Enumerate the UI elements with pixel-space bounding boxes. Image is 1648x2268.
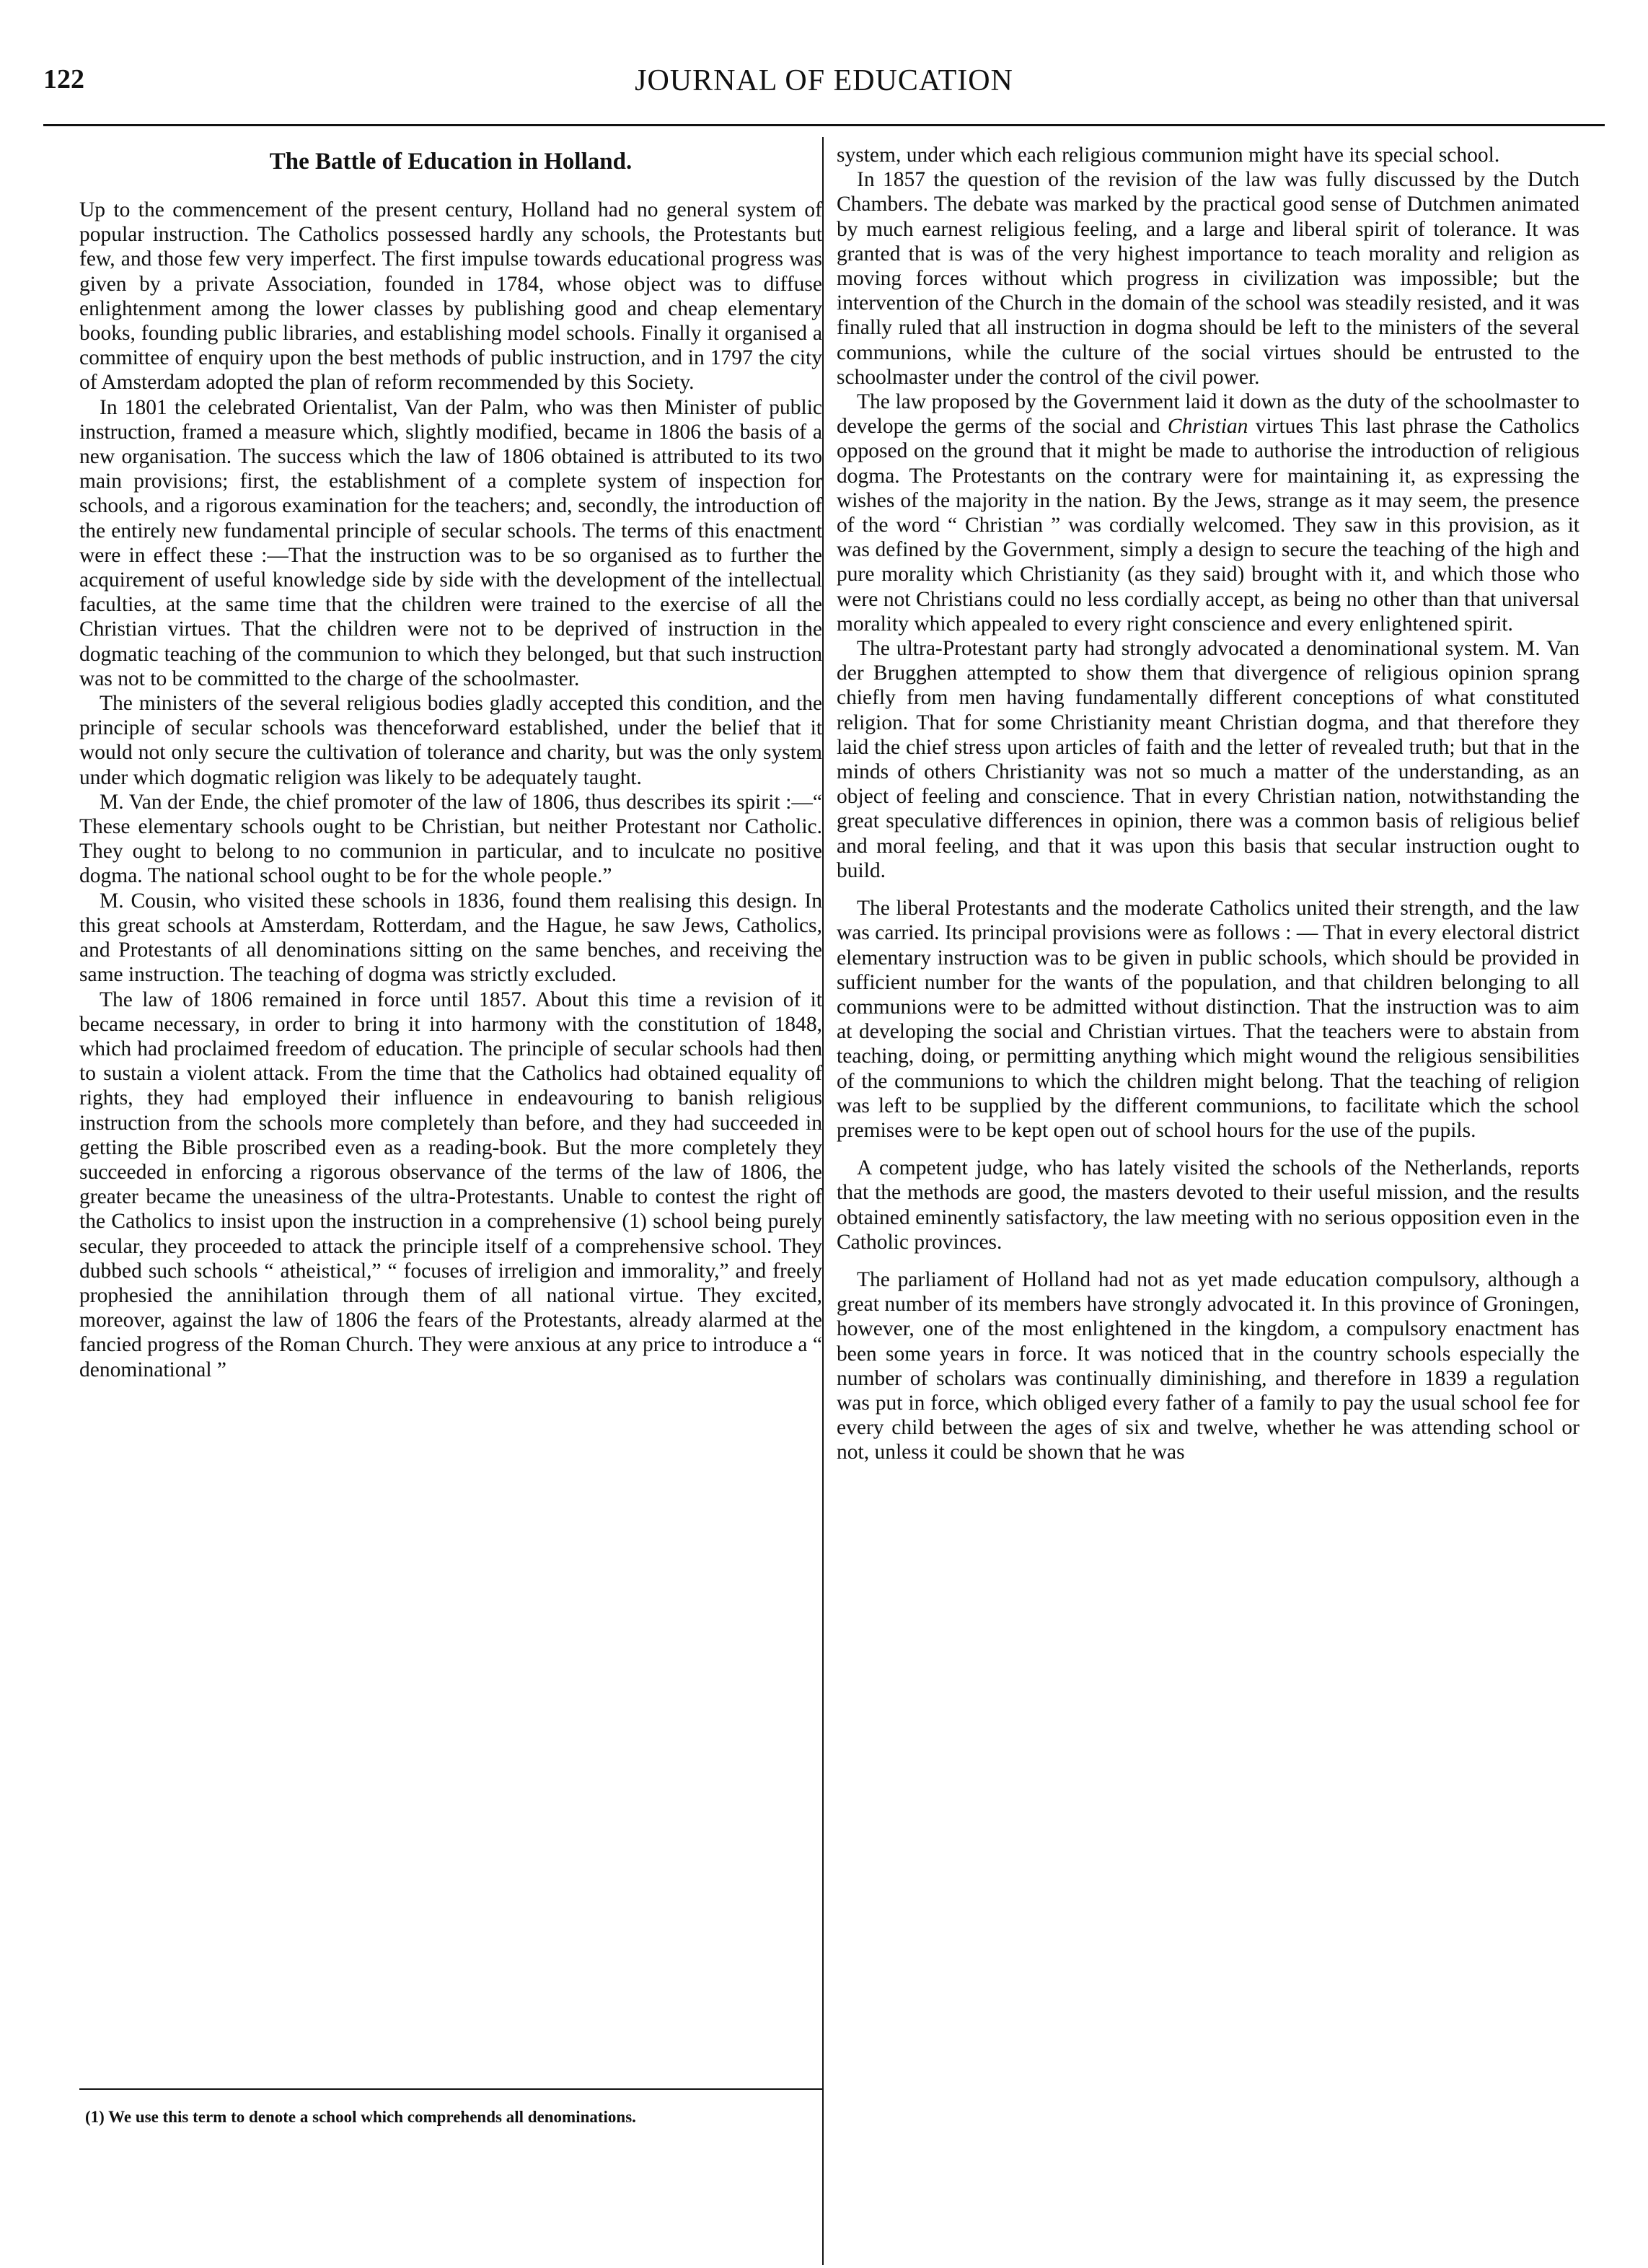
left-column	[79, 143, 822, 1382]
paragraph: M. Van der Ende, the chief promoter of the law of 1806, thus describes its spirit :—“ These elementary schools ought to be Christian, but neither Protestant nor Catholic. They ought to belong to no communion in particular, and to inculcate no positive dogma. The national school ought to be for the whole people.”	[79, 790, 822, 888]
right-column	[837, 143, 1579, 1465]
header-rule	[43, 124, 1605, 126]
paragraph-gap	[837, 1254, 1579, 1267]
paragraph: M. Cousin, who visited these schools in 1836, found them realising this design. In this great schools at Amsterdam, Rotterdam, and the Hague, he saw Jews, Catholics, and Protestants of all denominations sitting on the same benches, and receiving the same instruction. The teaching of dogma was strictly excluded.	[79, 889, 822, 987]
page-header	[43, 63, 1605, 107]
footnote-rule	[79, 2088, 822, 2090]
paragraph	[837, 390, 1579, 636]
column-divider	[822, 137, 824, 2265]
paragraph: In 1857 the question of the revision of the law was fully discussed by the Dutch Chambers. The debate was marked by the practical good sense of Dutchmen animated by much earnest religious feeling, and a large and liberal spirit of tolerance. It was granted that is was of the very highest importance to teach morality and religion as moving forces without which progress in civilization was impossible; but the intervention of the Church in the domain of the school was steadily resisted, and it was finally ruled that all instruction in dogma should be left to the ministers of the several communions, while the culture of the social virtues should be entrusted to the schoolmaster under the control of the civil power.	[837, 168, 1579, 389]
paragraph-text: virtues This last phrase the Catholics opposed on the ground that it might be made to authorise the introduction of religious dogma. The Protestants on the contrary were for maintaining it, as expressing the wishes of the majority in the nation. By the Jews, strange as it may seem, the presence of the word “ Christian ” was cordially welcomed. They saw in this provision, as it was defined by the Government, simply a design to secure the teaching of the high and pure morality which Christianity (as they said) brought with it, and which those who were not Christians could no less cordially accept, as being no other than that universal morality which appealed to every right conscience and every enlightened spirit.	[837, 415, 1579, 636]
paragraph: In 1801 the celebrated Orientalist, Van der Palm, who was then Minister of public instruction, framed a measure which, slightly modified, became in 1806 the basis of a new organisation. The success which the law of 1806 obtained is attributed to its two main provisions; first, the establishment of a complete system of inspection for schools, and a rigorous examination for the teachers; and, secondly, the introduction of the entirely new fundamental principle of secular schools. The terms of this enactment were in effect these :—That the instruction was to be so organised as to further the acquirement of useful knowledge side by side with the development of the intellectual faculties, at the same time that the children were trained to the exercise of all the Christian virtues. That the children were not to be deprived of instruction in the dogmatic teaching of the communion to which they belonged, but that such instruction was not to be committed to the charge of the schoolmaster.	[79, 395, 822, 690]
paragraph: The liberal Protestants and the moderate Catholics united their strength, and the law was carried. Its principal provisions were as follows : — That in every electoral district elementary instruction was to be given in public schools, which should be provided in sufficient number for the wants of the population, and that children belonging to all communions were to be admitted without distinction. That the instruction was to aim at developing the social and Christian virtues. That the teachers were to abstain from teaching, doing, or permitting anything which might wound the religious sensibilities of the communions to which the children might belong. That the teaching of religion was left to be supplied by the different communions, to facilitate which the school premises were to be kept open out of school hours for the use of the pupils.	[837, 897, 1579, 1142]
paragraph: A competent judge, who has lately visited the schools of the Netherlands, reports that the methods are good, the masters devoted to their useful mission, and the results obtained eminently satisfactory, the law meeting with no serious opposition even in the Catholic provinces.	[837, 1156, 1579, 1254]
paragraph: The ultra-Protestant party had strongly advocated a denominational system. M. Van der Brugghen attempted to show them that divergence of religious opinion sprang chiefly from men having fundamentally different conceptions of what constituted religion. That for some Christianity meant Christian dogma, and that therefore they laid the chief stress upon articles of faith and the letter of revealed truth; but that in the minds of others Christianity was not so much a matter of the understanding, as an object of feeling and conscience. That in every Christian nation, notwithstanding the great speculative differences in opinion, there was a common basis of religious belief and moral feeling, and that it was upon this basis that secular instruction ought to build.	[837, 637, 1579, 882]
paragraph-gap	[837, 883, 1579, 896]
footnote: (1) We use this term to denote a school which comprehends all denominations.	[85, 2108, 636, 2126]
paragraph-text: The law proposed by the Government laid it down as the duty of the schoolmaster to develope the germs of the social and	[837, 390, 1579, 439]
paragraph: The parliament of Holland had not as yet made education compulsory, although a great number of its members have strongly advocated it. In this province of Groningen, however, one of the most enlightened in the kingdom, a compulsory enactment has been some years in force. It was noticed that in the country schools especially the number of scholars was continually diminishing, and therefore in 1839 a regulation was put in force, which obliged every father of a family to pay the usual school fee for every child between the ages of six and twelve, whether he was attending school or not, unless it could be shown that he was	[837, 1267, 1579, 1464]
paragraph: The ministers of the several religious bodies gladly accepted this condition, and the principle of secular schools was thenceforward established, under the belief that it would not only secure the cultivation of tolerance and charity, but was the only system under which dogmatic religion was likely to be adequately taught.	[79, 692, 822, 789]
journal-title: JOURNAL OF EDUCATION	[635, 64, 1013, 97]
page-number: 122	[43, 64, 84, 94]
paragraph-gap	[837, 1143, 1579, 1156]
paragraph-continuation: system, under which each religious communion might have its special school.	[837, 144, 1500, 167]
article-title: The Battle of Education in Holland.	[269, 149, 633, 175]
paragraph: The law of 1806 remained in force until 1857. About this time a revision of it became necessary, in order to bring it into harmony with the constitution of 1848, which had proclaimed freedom of education. The principle of secular schools had then to sustain a violent attack. From the time that the Catholics had obtained equality of rights, they had employed their influence in endeavouring to banish religious instruction from the schools more completely than before, and they had succeeded in getting the Bible proscribed even as a reading-book. But the more completely they succeeded in enforcing a rigorous observance of the terms of the law of 1806, the greater became the uneasiness of the ultra-Protestants. Unable to contest the right of the Catholics to insist upon the instruction in a comprehensive (1) school being purely secular, they proceeded to attack the principle itself of a comprehensive school. They dubbed such schools “ atheistical,” “ focuses of irreligion and immorality,” and freely prophesied the annihilation through them of all national virtue. They excited, moreover, against the law of 1806 the fears of the Protestants, already alarmed at the fancied progress of the Roman Church. They were anxious at any price to introduce a “ denominational ”	[79, 988, 822, 1381]
paragraph: Up to the commencement of the present century, Holland had no general system of popular instruction. The Catholics possessed hardly any schools, the Protestants but few, and those few very imperfect. The first impulse towards educational progress was given by a private Association, founded in 1784, whose object was to diffuse enlightenment among the lower classes by publishing good and cheap elementary books, founding public libraries, and establishing model schools. Finally it organised a committee of enquiry upon the best methods of public instruction, and in 1797 the city of Amsterdam adopted the plan of reform recommended by this Society.	[79, 198, 822, 395]
italic-word: Christian	[1167, 415, 1248, 439]
